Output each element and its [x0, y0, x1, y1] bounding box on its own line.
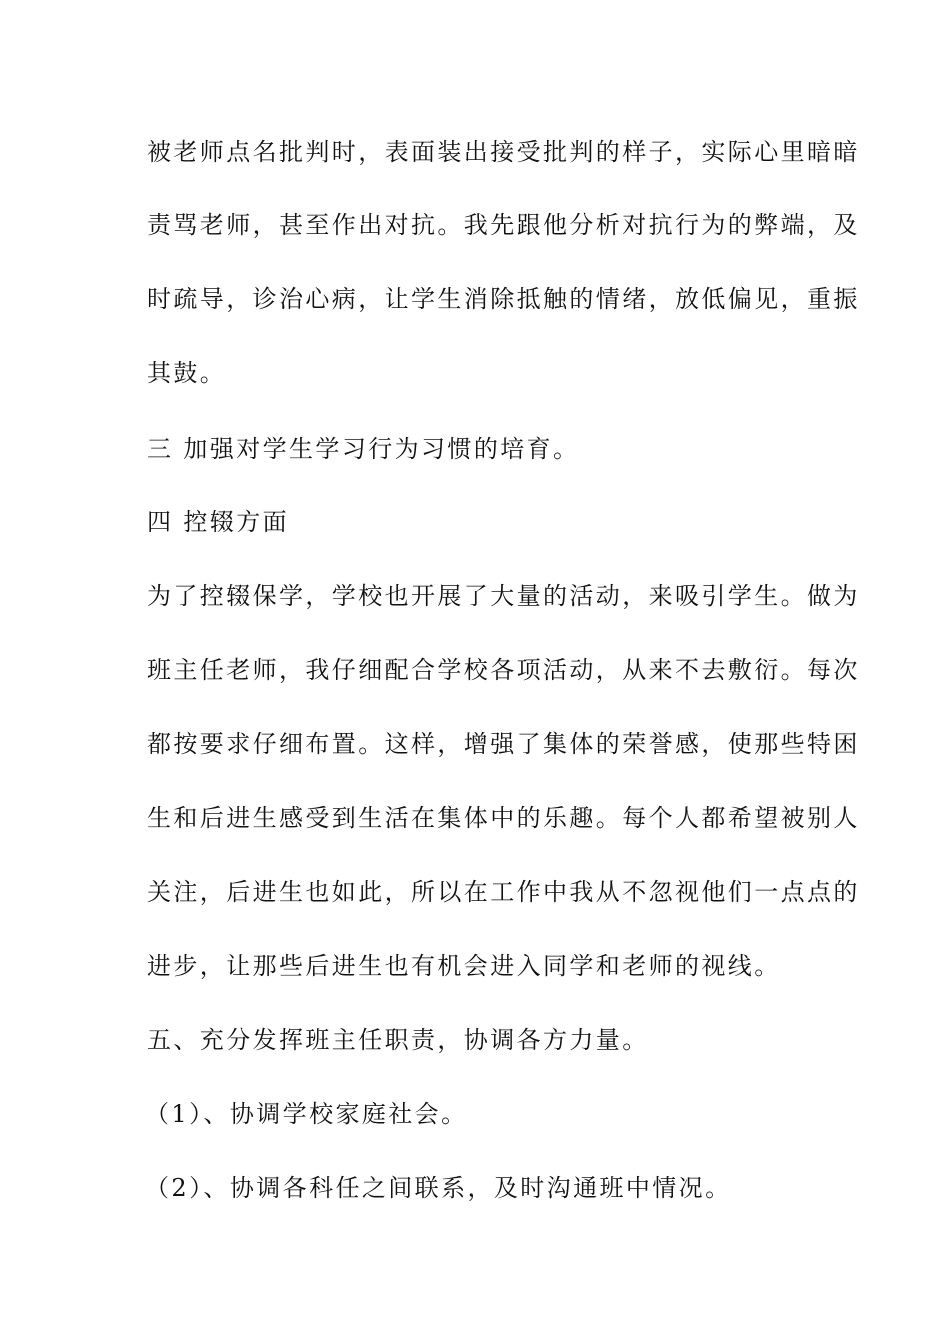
paragraph-line: 被老师点名批判时，表面装出接受批判的样子，实际心里暗暗 — [147, 138, 860, 166]
paragraph-line: 进步，让那些后进生也有机会进入同学和老师的视线。 — [147, 952, 781, 980]
paragraph-line: 关注，后进生也如此，所以在工作中我从不忽视他们一点点的 — [147, 878, 860, 906]
section-heading: 五、充分发挥班主任职责，协调各方力量。 — [147, 1026, 649, 1054]
paragraph-line: 生和后进生感受到生活在集体中的乐趣。每个人都希望被别人 — [147, 804, 860, 832]
section-heading: 三 加强对学生学习行为习惯的培育。 — [147, 435, 580, 463]
paragraph-line: 为了控辍保学，学校也开展了大量的活动，来吸引学生。做为 — [147, 582, 860, 610]
section-heading: 四 控辍方面 — [147, 508, 290, 536]
list-item: （2）、协调各科任之间联系，及时沟通班中情况。 — [145, 1174, 732, 1202]
paragraph-line: 都按要求仔细布置。这样，增强了集体的荣誉感，使那些特困 — [147, 730, 860, 758]
paragraph-line: 时疏导，诊治心病，让学生消除抵触的情绪，放低偏见，重振 — [147, 285, 860, 313]
paragraph-line: 责骂老师，甚至作出对抗。我先跟他分析对抗行为的弊端，及 — [147, 211, 860, 239]
paragraph-line: 其鼓。 — [147, 359, 227, 387]
list-item: （1）、协调学校家庭社会。 — [145, 1100, 468, 1128]
paragraph-line: 班主任老师，我仔细配合学校各项活动，从来不去敷衍。每次 — [147, 656, 860, 684]
